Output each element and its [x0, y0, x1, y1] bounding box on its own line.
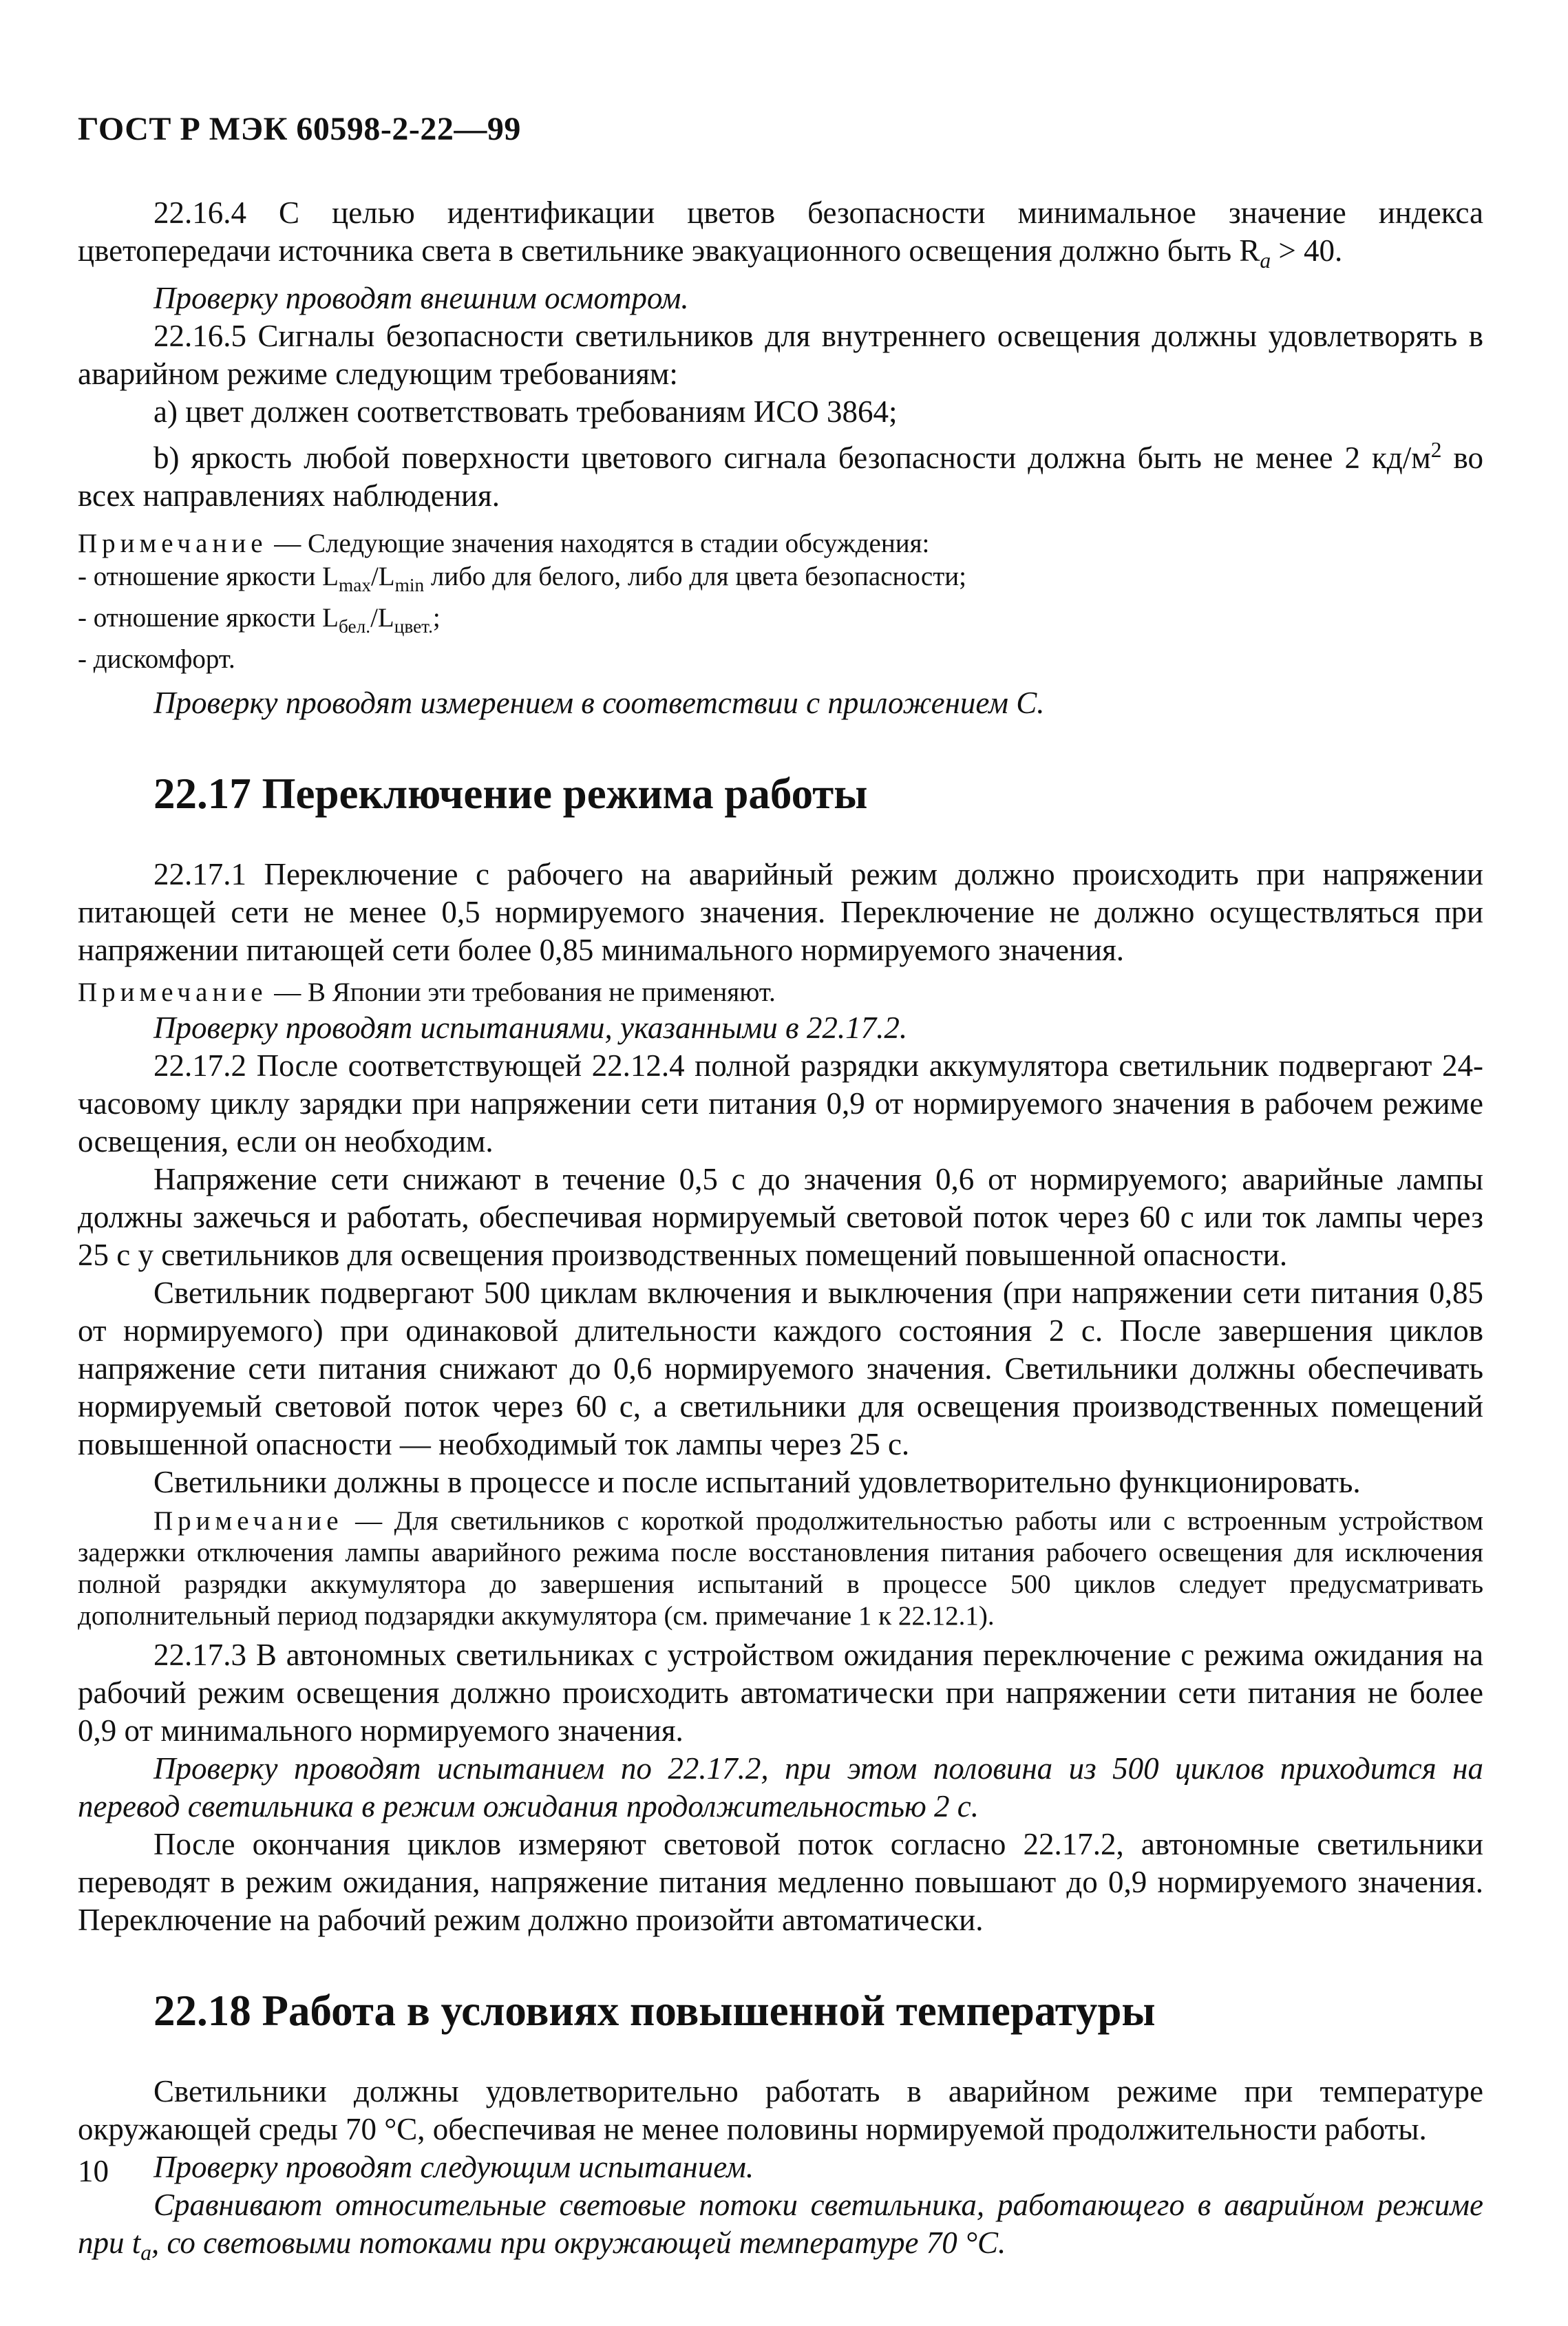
paragraph-after-cycles: После окончания циклов измеряют световой поток согласно 22.17.2, автономные светильники переводят в режим ожидания, напряжение питания медленно повышают до 0,9 нормируемого значения. Переключение на рабочий режим должно произойти автоматически. — [78, 1826, 1483, 1937]
paragraph-22-17-2: 22.17.2 После соответствующей 22.12.4 полной разрядки аккумулятора светильник подвергают 24-часовому циклу зарядки при напряжении сети питания 0,9 от нормируемого значения в рабочем режиме освещения, если он необходим. — [78, 1048, 1483, 1159]
note-text: — В Японии эти требования не применяют. — [267, 977, 776, 1007]
document-body — [78, 194, 1483, 2272]
paragraph-22-17-3: 22.17.3 В автономных светильниках с устройством ожидания переключение с режима ожидания на рабочий режим освещения должно происходить автоматически при напряжении сети питания не более 0,9 от минимального нормируемого значения. — [78, 1637, 1483, 1748]
note-text: либо для белого, либо для цвета безопасности; — [424, 562, 966, 591]
check-tests: Проверку проводят испытаниями, указанными в 22.17.2. — [153, 1010, 908, 1045]
note-text: /L — [370, 602, 394, 633]
note-1-item-1 — [78, 560, 1483, 602]
subscript: max — [338, 574, 371, 595]
paragraph-voltage: Напряжение сети снижают в течение 0,5 с до значения 0,6 от нормируемого; аварийные лампы должны зажечься и работать, обеспечивая нормируемый световой поток через 60 с или ток лампы через 25 с у светильников для освещения производственных помещений повышенной опасности. — [78, 1161, 1483, 1272]
subscript: цвет. — [394, 615, 433, 637]
list-item-b — [78, 431, 1483, 515]
paragraph-22-16-4 — [78, 194, 1483, 279]
document-header: ГОСТ Р МЭК 60598-2-22—99 — [78, 111, 521, 147]
subscript: a — [1260, 249, 1271, 273]
page-number: 10 — [78, 2154, 109, 2188]
paragraph-text: во всех направлениях наблюдения. — [78, 441, 1483, 513]
check-following: Проверку проводят следующим испытанием. — [153, 2149, 754, 2184]
list-item-a: a) цвет должен соответствовать требованиям ИСО 3864; — [153, 394, 898, 429]
note-title: Примечание — [153, 1505, 343, 1536]
paragraph-function: Светильники должны в процессе и после испытаний удовлетворительно функционировать. — [153, 1464, 1361, 1499]
section-title-22-17: 22.17 Переключение режима работы — [153, 769, 868, 818]
note-text: - отношение яркости L — [78, 562, 339, 591]
check-22-17-2: Проверку проводят испытанием по 22.17.2, при этом половина из 500 циклов приходится на перевод светильника в режим ожидания продолжительностью 2 с. — [78, 1751, 1483, 1823]
note-1-item-2 — [78, 602, 1483, 643]
note-2 — [78, 976, 1483, 1009]
note-3 — [78, 1505, 1483, 1632]
paragraph-cycles: Светильник подвергают 500 циклам включения и выключения (при напряжении сети питания 0,85 от нормируемого) при одинаковой длительности каждого состояния 2 с. После завершения циклов напряжение сети питания снижают до 0,6 нормируемого значения. Светильники должны обеспечивать нормируемый световой поток через 60 с, а светильники для освещения производственных помещений повышенной опасности — необходимый ток лампы через 25 с. — [78, 1275, 1483, 1461]
paragraph-22-17-1: 22.17.1 Переключение с рабочего на аварийный режим должно происходить при напряжении питающей сети не менее 0,5 нормируемого значения. Переключение не должно осуществляться при напряжении питающей сети более 0,85 минимального нормируемого значения. — [78, 856, 1483, 967]
paragraph-text: , со световыми потоками при окружающей температуре 70 °С. — [151, 2225, 1006, 2260]
note-1-heading — [78, 527, 1483, 560]
note-2-line — [78, 976, 1483, 1009]
paragraph-compare — [78, 2186, 1483, 2272]
subscript: min — [394, 574, 425, 595]
paragraph-text: b) яркость любой поверхности цветового сигнала безопасности должна быть не менее 2 кд/м — [153, 441, 1431, 475]
note-text: - отношение яркости L — [78, 602, 339, 633]
paragraph-text: 22.16.4 С целью идентификации цветов безопасности минимальное значение индекса цветопередачи источника света в светильнике эвакуационного освещения должно быть R — [78, 195, 1483, 268]
note-text: — Для светильников с короткой продолжительностью работы или с встроенным устройством задержки отключения лампы аварийного режима после восстановления питания рабочего освещения для исключения полной разрядки аккумулятора до завершения испытаний в процессе 500 циклов следует предусматривать дополнительный период подзарядки аккумулятора (см. примечание 1 к 22.12.1). — [78, 1505, 1483, 1631]
note-1 — [78, 527, 1483, 676]
subscript: a — [140, 2240, 152, 2265]
note-text: ; — [432, 602, 441, 633]
note-1-item-3: - дискомфорт. — [78, 644, 235, 674]
paragraph-22-18: Светильники должны удовлетворительно работать в аварийном режиме при температуре окружающей среды 70 °С, обеспечивая не менее половины нормируемой продолжительности работы. — [78, 2073, 1483, 2146]
paragraph-22-16-5: 22.16.5 Сигналы безопасности светильников для внутреннего освещения должны удовлетворять в аварийном режиме следующим требованиям: — [78, 319, 1483, 391]
note-text: — Следующие значения находятся в стадии обсуждения: — [267, 529, 930, 558]
check-visual: Проверку проводят внешним осмотром. — [153, 281, 689, 315]
paragraph-text: > 40. — [1271, 233, 1343, 268]
note-title: Примечание — [78, 977, 268, 1007]
paragraph-text: Сравнивают относительные световые потоки светильника, работающего в аварийном режиме при t — [78, 2187, 1483, 2260]
subscript: бел. — [338, 615, 371, 637]
note-title: Примечание — [78, 529, 268, 558]
superscript: 2 — [1430, 438, 1442, 462]
section-title-22-18: 22.18 Работа в условиях повышенной температуры — [153, 1986, 1156, 2035]
note-text: /L — [370, 562, 395, 591]
check-measure: Проверку проводят измерением в соответствии с приложением С. — [153, 685, 1045, 720]
